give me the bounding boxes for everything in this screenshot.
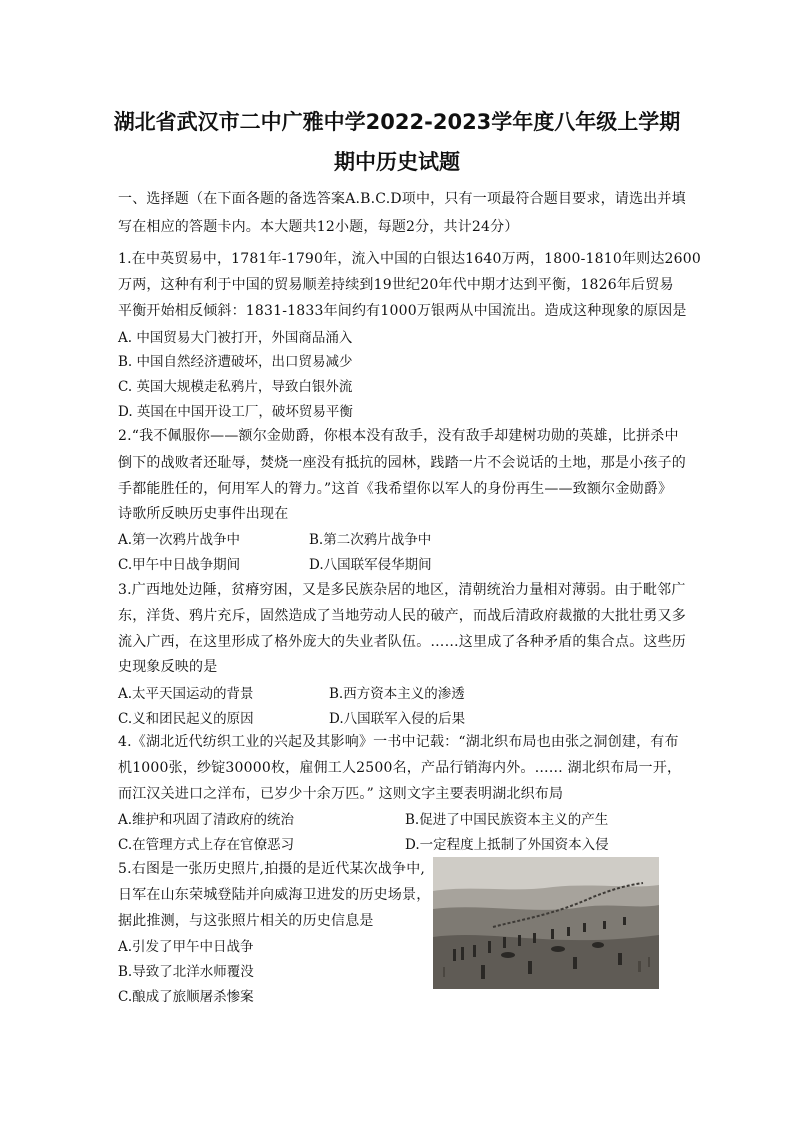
question-4-option-a: A.维护和巩固了清政府的统治 [118,812,295,828]
question-3-stem: 流入广西，在这里形成了格外庞大的失业者队伍。……这里成了各种矛盾的集合点。这些历 [118,634,686,650]
question-3-stem: 史现象反映的是 [118,659,218,675]
section-heading-cont: 写在相应的答题卡内。本大题共12小题，每题2分，共计24分） [118,219,519,235]
exam-title-line1: 湖北省武汉市二中广雅中学2022-2023学年度八年级上学期 [113,110,681,134]
question-2-stem: 诗歌所反映历史事件出现在 [118,506,289,522]
question-5-option-a: A.引发了甲午中日战争 [118,939,254,955]
question-4-stem: 4.《湖北近代纺织工业的兴起及其影响》一书中记载：“湖北织布局也由张之洞创建，有布 [118,734,679,750]
question-5-stem: 5.右图是一张历史照片,拍摄的是近代某次战争中, [118,861,426,877]
question-5-stem: 据此推测，与这张照片相关的历史信息是 [118,913,374,929]
question-1-option-a: A. 中国贸易大门被打开，外国商品涌入 [118,330,353,346]
question-2-option-b: B.第二次鸦片战争中 [309,532,432,548]
question-1-stem: 万两，这种有利于中国的贸易顺差持续到19世纪20年代中期才达到平衡，1826年后贸易 [118,277,674,293]
historical-photo [433,857,659,989]
question-2-option-a: A.第一次鸦片战争中 [118,532,241,548]
question-5-option-b: B.导致了北洋水师覆没 [118,964,254,980]
question-2-option-d: D.八国联军侵华期间 [309,557,432,573]
question-4-option-d: D.一定程度上抵制了外国资本入侵 [405,837,609,853]
question-4-stem: 而江汉关进口之洋布，已岁少十余万匹。” 这则文字主要表明湖北织布局 [118,786,564,802]
question-2-option-c: C.甲午中日战争期间 [118,557,241,573]
question-3-option-b: B.西方资本主义的渗透 [329,686,465,702]
question-3-option-c: C.义和团民起义的原因 [118,711,254,727]
section-heading: 一、选择题（在下面各题的备选答案A.B.C.D项中，只有一项最符合题目要求，请选出并填 [118,191,686,207]
question-2-stem: 2.“我不佩服你——额尔金勋爵，你根本没有敌手，没有敌手却建树功勋的英雄，比拼杀中 [118,428,679,444]
question-1-option-b: B. 中国自然经济遭破坏，出口贸易减少 [118,354,353,370]
question-4-option-c: C.在管理方式上存在官僚恶习 [118,837,295,853]
question-4-option-b: B.促进了中国民族资本主义的产生 [405,812,609,828]
question-5-option-c: C.酿成了旅顺屠杀惨案 [118,989,254,1005]
question-1-stem: 1.在中英贸易中，1781年-1790年，流入中国的白银达1640万两，1800-1810年则达2600 [118,251,701,267]
question-3-option-d: D.八国联军入侵的后果 [329,711,466,727]
question-5-stem: 日军在山东荣城登陆并向威海卫进发的历史场景， [118,887,431,903]
question-3-stem: 东，洋货、鸦片充斥，固然造成了当地劳动人民的破产，而战后清政府裁撤的大批壮勇又多 [118,608,686,624]
question-4-stem: 机1000张，纱锭30000枚，雇佣工人2500名，产品行销海内外。…… 湖北织布局一开， [118,760,682,776]
question-1-stem: 平衡开始相反倾斜：1831-1833年间约有1000万银两从中国流出。造成这种现象的原因是 [118,303,687,319]
exam-title-line2: 期中历史试题 [334,150,460,174]
question-3-option-a: A.太平天国运动的背景 [118,686,254,702]
question-2-stem: 手都能胜任的，何用军人的膂力。”这首《我希望你以军人的身份再生——致额尔金勋爵》 [118,481,673,497]
question-1-option-d: D. 英国在中国开设工厂，破坏贸易平衡 [118,404,353,420]
question-3-stem: 3.广西地处边陲，贫瘠穷困，又是多民族杂居的地区，清朝统治力量相对薄弱。由于毗邻广 [118,582,686,598]
question-2-stem: 倒下的战败者还耻辱，焚烧一座没有抵抗的园林，践踏一片不会说话的土地，那是小孩子的 [118,455,686,471]
question-1-option-c: C. 英国大规模走私鸦片，导致白银外流 [118,379,353,395]
